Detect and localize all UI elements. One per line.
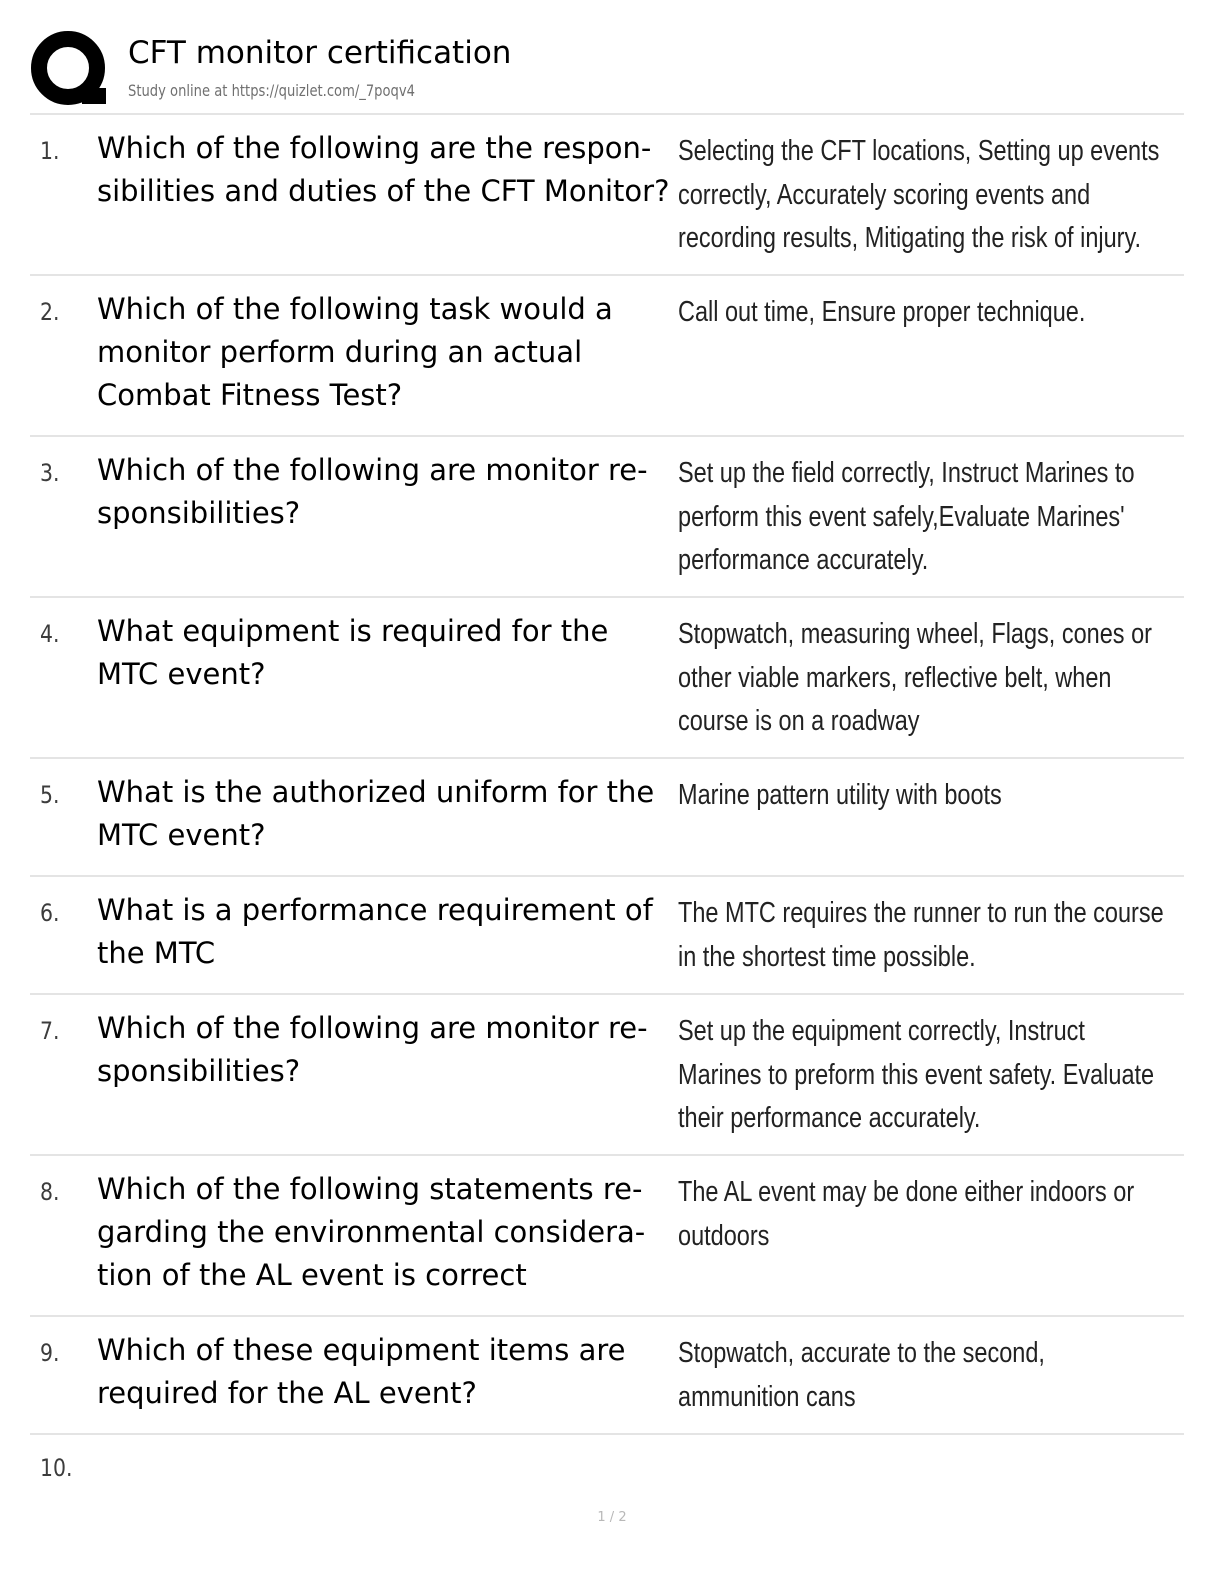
card-number: 5. — [40, 781, 60, 809]
study-online-link[interactable]: Study online at https://quizlet.com/_7poqv4 — [128, 81, 415, 100]
flashcard-row — [30, 1317, 1184, 1435]
card-definition: Set up the equipment correctly, Instruct Marines to preform this event safety. Evaluate their performance accurately. — [678, 1015, 1155, 1134]
card-number: 2. — [40, 298, 60, 326]
header — [30, 30, 1184, 114]
card-term: Which of the following task would a monitor perform during an actual Combat Fitness Test? — [97, 292, 613, 412]
card-definition: The AL event may be done either indoors or outdoors — [678, 1176, 1135, 1252]
card-number: 8. — [40, 1178, 60, 1206]
flashcard-row — [30, 877, 1184, 995]
flashcard-row — [30, 598, 1184, 759]
card-term: Which of the following are the responsibilities and duties of the CFT Monitor? — [97, 131, 670, 208]
card-definition: Marine pattern utility with boots — [678, 779, 1002, 811]
card-definition: Stopwatch, measuring wheel, Flags, cones or other viable markers, reflective belt, when course is on a roadway — [678, 618, 1152, 737]
card-number: 7. — [40, 1017, 60, 1045]
flashcard-row — [30, 759, 1184, 877]
card-number: 10. — [40, 1454, 73, 1482]
card-term: Which of the following are monitor responsibilities? — [97, 1011, 648, 1088]
flashcard-row — [30, 115, 1184, 276]
card-term: Which of the following are monitor responsibilities? — [97, 453, 648, 530]
card-term: What is the authorized uniform for the MTC event? — [97, 775, 655, 852]
card-term: What is a performance requirement of the MTC — [97, 893, 653, 970]
page-number: 1 / 2 — [597, 1510, 627, 1525]
card-number: 6. — [40, 899, 60, 927]
card-term: Which of these equipment items are required for the AL event? — [97, 1333, 626, 1410]
card-term: Which of the following statements regarding the environmental consideration of the AL event is correct — [97, 1172, 646, 1292]
card-definition: The MTC requires the runner to run the course in the shortest time possible. — [678, 897, 1164, 973]
quizlet-q-logo-icon — [30, 30, 110, 110]
card-definition: Set up the field correctly, Instruct Marines to perform this event safely,Evaluate Marines' performance accurately. — [678, 457, 1135, 576]
flashcard-row — [30, 995, 1184, 1156]
set-title: CFT monitor certification — [128, 35, 512, 71]
card-number: 1. — [40, 137, 60, 165]
card-number: 3. — [40, 459, 60, 487]
flashcard-row — [30, 437, 1184, 598]
card-number: 9. — [40, 1339, 60, 1367]
flashcard-row — [30, 1156, 1184, 1317]
card-definition: Call out time, Ensure proper technique. — [678, 296, 1086, 328]
card-number: 4. — [40, 620, 60, 648]
flashcard-row — [30, 276, 1184, 437]
card-definition: Selecting the CFT locations, Setting up events correctly, Accurately scoring events and recording results, Mitigating the risk of injury. — [678, 135, 1160, 254]
card-term: What equipment is required for the MTC event? — [97, 614, 609, 691]
card-definition: Stopwatch, accurate to the second, ammunition cans — [678, 1337, 1045, 1413]
